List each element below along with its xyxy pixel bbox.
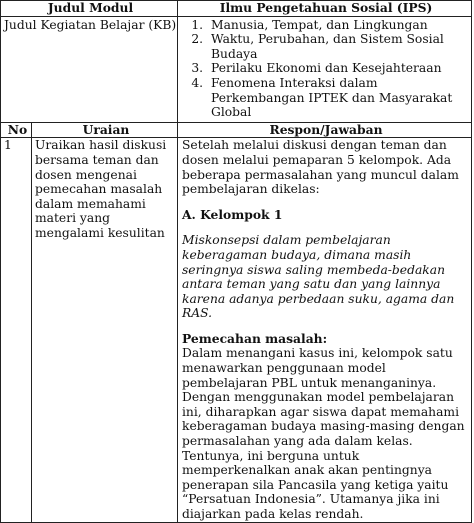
col-no-header: No	[1, 122, 32, 138]
kb-list	[181, 18, 471, 120]
misconception-text: Miskonsepsi dalam pembelajaran keberagaman budaya, dimana masih seringnya siswa saling membeda-bedakan antara teman yang satu dan yang lainnya karena adanya perbedaan suku, agama dan RAS.	[182, 233, 455, 321]
solution-text: Dalam menangani kasus ini, kelompok satu menawarkan penggunaan model pembelajaran PBL untuk menanganinya. Dengan menggunakan model pembelajaran ini, diharapkan agar siswa dapat memahami keberagaman budaya masing-masing dengan permasalahan yang ada dalam kelas. Tentunya, ini berguna untuk memperkenalkan anak akan pentingnya penerapan sila Pancasila yang ketiga yaitu “Persatuan Indonesia”. Utamanya jika ini diajarkan pada kelas rendah.	[182, 346, 465, 521]
module-label: Judul Modul	[1, 1, 178, 17]
col-respon-header: Respon/Jawaban	[178, 122, 472, 138]
kb-item: 2. Waktu, Perubahan, dan Sistem Sosial Budaya	[207, 32, 471, 61]
uraian-text: Uraikan hasil diskusi bersama teman dan dosen mengenai pemecahan masalah dalam memahami materi yang mengalami kesulitan	[32, 138, 178, 522]
respon-intro: Setelah melalui diskusi dengan teman dan dosen melalui pemaparan 5 kelompok. Ada beberapa permasalahan yang muncul dalam pembelajaran dikelas:	[182, 138, 459, 197]
kb-list-cell	[178, 16, 472, 122]
col-uraian-header: Uraian	[32, 122, 178, 138]
group-heading: A. Kelompok 1	[182, 206, 283, 222]
kb-item: 3. Perilaku Ekonomi dan Kesejahteraan	[207, 61, 471, 76]
solution-heading: Pemecahan masalah:	[182, 330, 328, 346]
kb-item: 4. Fenomena Interaksi dalam Perkembangan IPTEK dan Masyarakat Global	[207, 76, 471, 120]
kb-label: Judul Kegiatan Belajar (KB)	[1, 16, 178, 122]
respon-cell	[178, 138, 472, 522]
module-title: Ilmu Pengetahuan Sosial (IPS)	[178, 1, 472, 17]
kb-item: 1. Manusia, Tempat, dan Lingkungan	[207, 18, 471, 33]
row-number: 1	[1, 138, 32, 522]
